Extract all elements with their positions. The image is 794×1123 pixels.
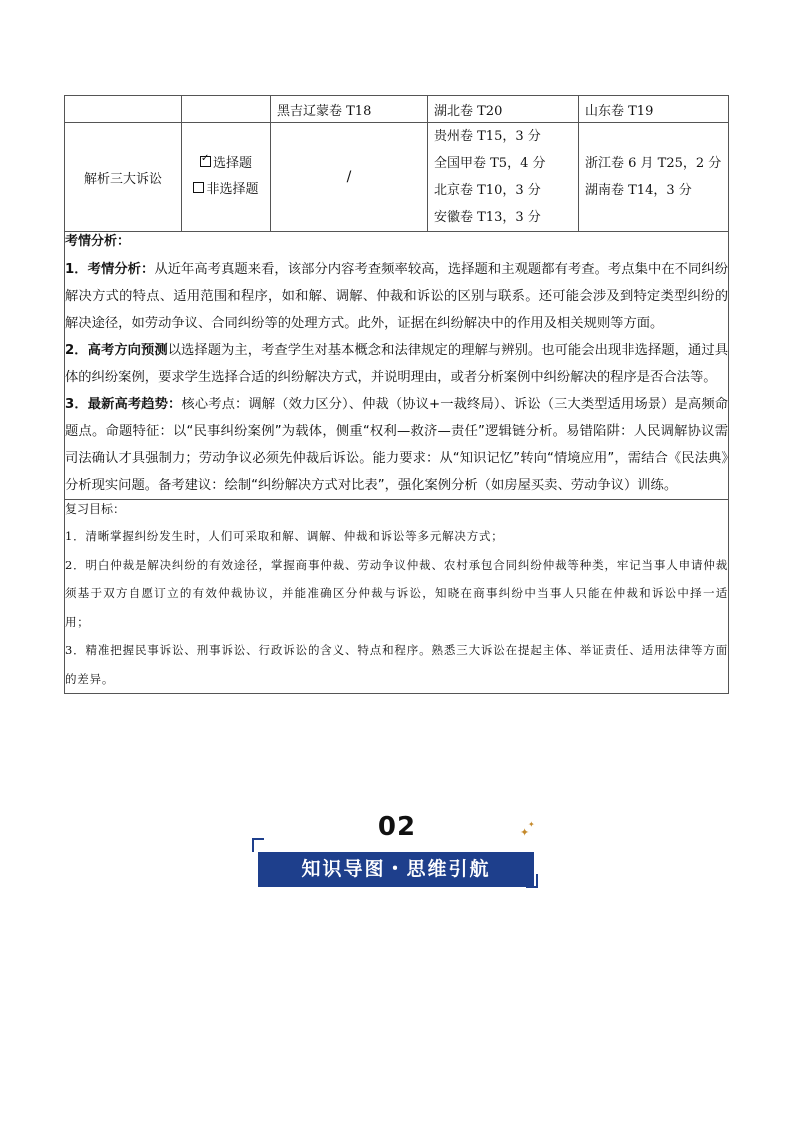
paper-ref: 山东卷 T19 (585, 103, 654, 119)
option-label: 选择题 (212, 156, 252, 171)
paper-ref: 全国甲卷 T5，4 分 (434, 156, 546, 171)
table-cell (428, 96, 579, 123)
section-header (252, 810, 542, 890)
table-row (65, 123, 729, 232)
analysis-item (65, 391, 728, 499)
analysis-item (65, 337, 728, 391)
analysis-item-text: 从近年高考真题来看，该部分内容考查频率较高，选择题和主观题都有考查。考点集中在不同纠纷解决方式的特点、适用范围和程序，如和解、调解、仲裁和诉讼的区别与联系。还可能会涉及到特定类型纠纷的解决途径，如劳动争议、合同纠纷等的处理方式。此外，证据在纠纷解决中的作用及相关规则等方面。 (65, 262, 728, 331)
table-row (65, 232, 729, 500)
exam-analysis-table (64, 95, 729, 694)
paper-ref: 黑吉辽蒙卷 T18 (277, 103, 372, 119)
analysis-item (65, 256, 728, 337)
sparkle-icon: ✦ (528, 820, 535, 829)
paper-ref: 浙江卷 6 月 T25，2 分 (585, 156, 722, 171)
unchecked-box-icon (193, 182, 204, 193)
option-label: 非选择题 (206, 182, 259, 197)
analysis-item-label: 1．考情分析： (65, 262, 155, 277)
section-title: 知识导图・思维引航 (301, 858, 491, 880)
sparkle-icon: ✦ (520, 826, 530, 839)
table-cell (182, 96, 271, 123)
analysis-item-text: 核心考点：调解（效力区分）、仲裁（协议+一裁终局）、诉讼（三大类型适用场景）是高频命题点。命题特征：以“民事纠纷案例”为载体，侧重“权利—救济—责任”逻辑链分析。易错陷阱：人民调解协议需司法确认才具强制力；劳动争议必须先仲裁后诉讼。能力要求：从“知识记忆”转向“情境应用”，需结合《民法典》分析现实问题。备考建议：绘制“纠纷解决方式对比表”，强化案例分析（如房屋买卖、劳动争议）训练。 (65, 397, 728, 493)
analysis-item-label: 2．高考方向预测 (65, 343, 168, 358)
option-nonchoice (182, 177, 270, 203)
analysis-heading: 考情分析： (65, 234, 131, 249)
option-choice (182, 151, 270, 177)
corner-bracket-icon (252, 838, 264, 852)
corner-bracket-icon (526, 874, 538, 888)
table-row (65, 500, 729, 694)
checked-box-icon (200, 156, 211, 167)
topic-cell (65, 123, 182, 232)
paper-list (428, 123, 578, 231)
goals-heading: 复习目标： (65, 502, 126, 516)
exam-analysis-section (65, 232, 729, 500)
paper-list (579, 150, 728, 204)
table-cell (271, 96, 428, 123)
analysis-item-text: 以选择题为主，考查学生对基本概念和法律规定的理解与辨别。也可能会出现非选择题，通过具体的纠纷案例，要求学生选择合适的纠纷解决方式，并说明理由，或者分析案例中纠纷解决的程序是否合法等。 (65, 343, 728, 385)
table-cell (579, 96, 729, 123)
paper-ref: 安徽卷 T13，3 分 (434, 210, 541, 225)
paper-ref: 湖南卷 T14，3 分 (585, 183, 692, 198)
analysis-item-label: 3．最新高考趋势： (65, 397, 182, 412)
question-type-cell (182, 123, 271, 232)
paper-list-cell (428, 123, 579, 232)
goal-item: 2．明白仲裁是解决纠纷的有效途径，掌握商事仲裁、劳动争议仲裁、农村承包合同纠纷仲裁等种类，牢记当事人申请仲裁须基于双方自愿订立的有效仲裁协议，并能准确区分仲裁与诉讼，知晓在商事纠纷中当事人只能在仲裁和诉讼中择一适用； (65, 557, 728, 629)
goal-item: 1．清晰掌握纠纷发生时，人们可采取和解、调解、仲裁和诉讼等多元解决方式； (65, 529, 504, 543)
table-cell (271, 123, 428, 232)
table-cell (65, 96, 182, 123)
paper-ref: 北京卷 T10，3 分 (434, 183, 541, 198)
paper-ref: 贵州卷 T15，3 分 (434, 129, 541, 144)
paper-ref: 湖北卷 T20 (434, 103, 503, 119)
topic-label: 解析三大诉讼 (83, 171, 162, 187)
review-goals-section (65, 500, 729, 694)
paper-list-cell (579, 123, 729, 232)
section-banner (258, 852, 534, 887)
table-row (65, 96, 729, 123)
empty-mark: / (346, 169, 352, 185)
goal-item: 3．精准把握民事诉讼、刑事诉讼、行政诉讼的含义、特点和程序。熟悉三大诉讼在提起主体、举证责任、适用法律等方面的差异。 (65, 643, 728, 686)
section-number: 02 (377, 812, 417, 842)
